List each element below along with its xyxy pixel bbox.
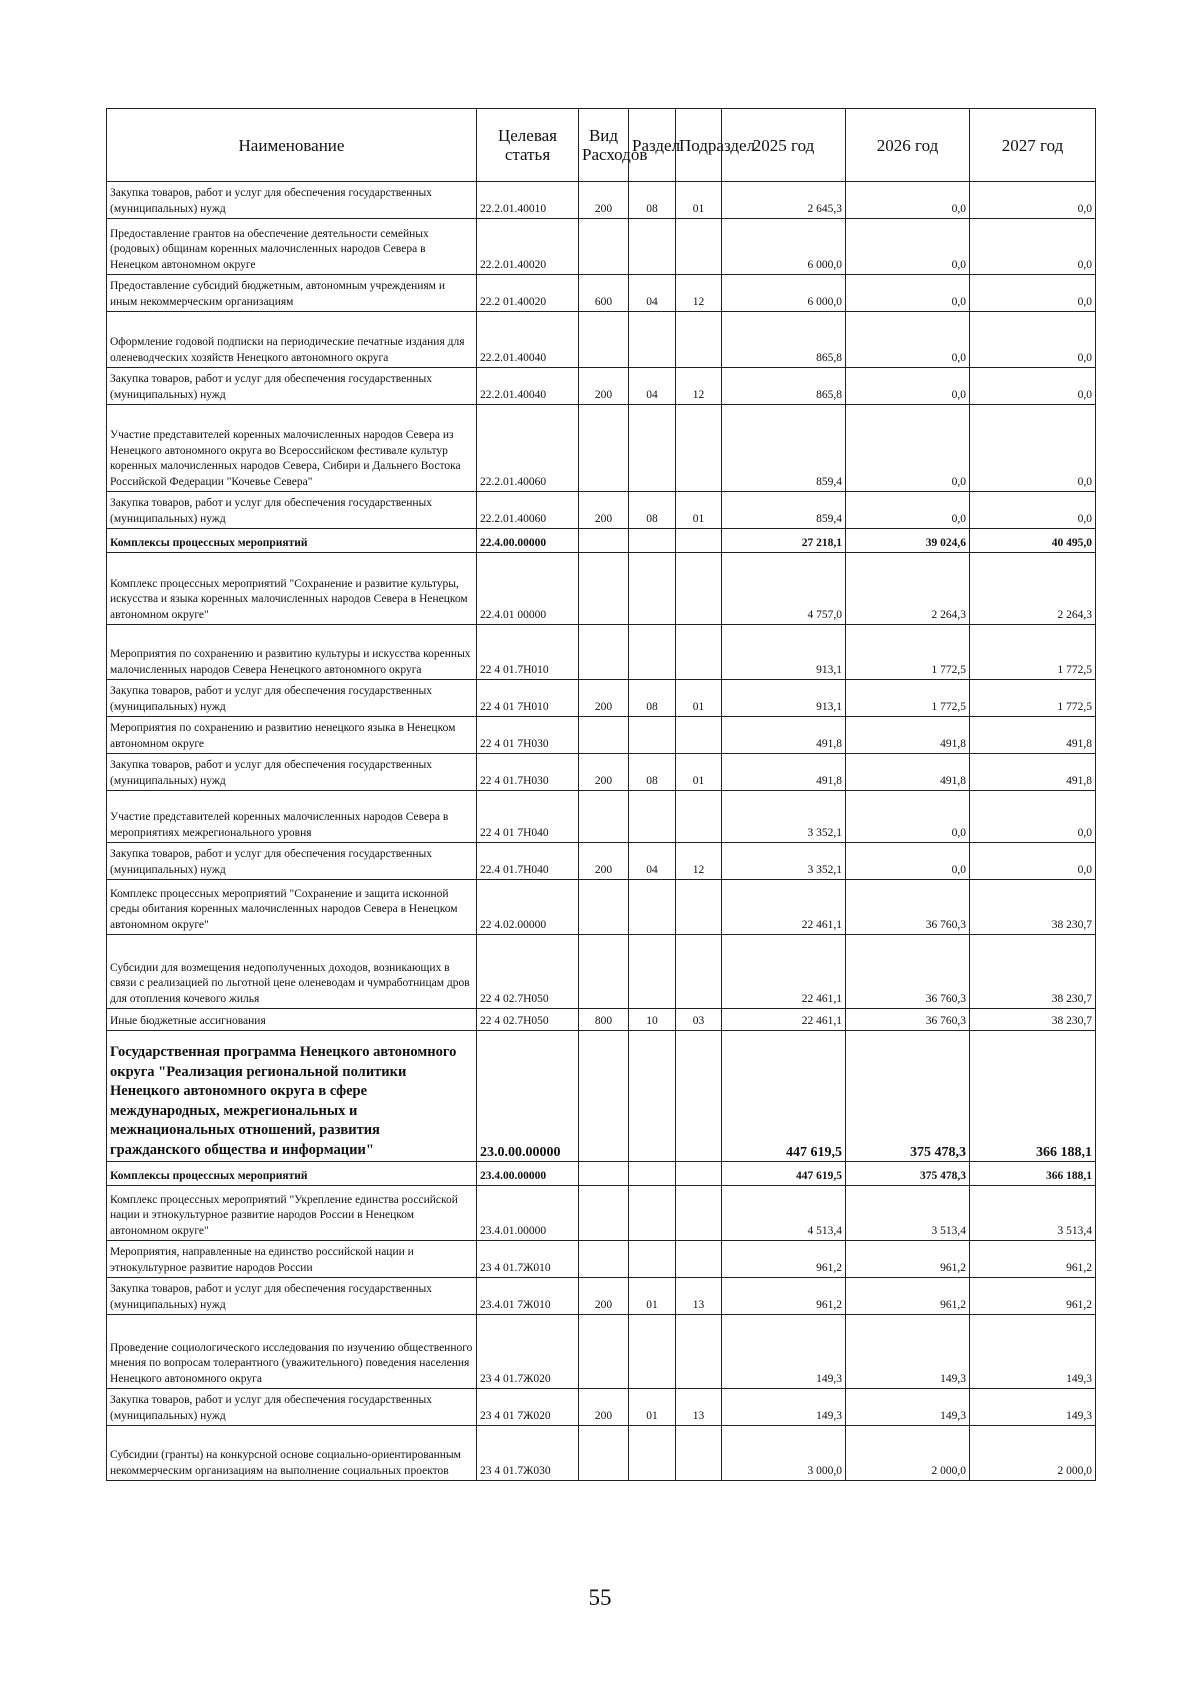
row-section bbox=[629, 529, 676, 553]
row-value-2027: 0,0 bbox=[970, 843, 1096, 880]
row-section bbox=[629, 1241, 676, 1278]
row-name: Комплексы процессных мероприятий bbox=[107, 1162, 477, 1186]
row-section: 08 bbox=[629, 182, 676, 219]
row-value-2026: 375 478,3 bbox=[846, 1031, 970, 1162]
row-expense-kind: 200 bbox=[579, 680, 629, 717]
row-section bbox=[629, 625, 676, 680]
row-value-2026: 0,0 bbox=[846, 368, 970, 405]
row-subsection bbox=[676, 1162, 722, 1186]
row-value-2025: 961,2 bbox=[722, 1241, 846, 1278]
row-value-2027: 0,0 bbox=[970, 368, 1096, 405]
row-value-2026: 0,0 bbox=[846, 843, 970, 880]
row-target-code: 22 4 01 7Н010 bbox=[477, 680, 579, 717]
row-subsection bbox=[676, 405, 722, 492]
table-row bbox=[107, 1315, 1096, 1389]
row-value-2027: 0,0 bbox=[970, 275, 1096, 312]
row-target-code: 23.4.00.00000 bbox=[477, 1162, 579, 1186]
table-row bbox=[107, 1426, 1096, 1481]
row-target-code: 23 4 01 7Ж020 bbox=[477, 1389, 579, 1426]
row-subsection: 01 bbox=[676, 680, 722, 717]
row-section bbox=[629, 1162, 676, 1186]
row-subsection bbox=[676, 625, 722, 680]
row-expense-kind bbox=[579, 791, 629, 843]
row-value-2027: 149,3 bbox=[970, 1315, 1096, 1389]
table-body bbox=[107, 182, 1096, 1481]
row-target-code: 23 4 01.7Ж030 bbox=[477, 1426, 579, 1481]
row-subsection bbox=[676, 791, 722, 843]
row-value-2027: 0,0 bbox=[970, 182, 1096, 219]
row-expense-kind: 200 bbox=[579, 182, 629, 219]
row-section bbox=[629, 717, 676, 754]
row-name: Мероприятия по сохранению и развитию ненецкого языка в Ненецком автономном округе bbox=[107, 717, 477, 754]
row-value-2026: 36 760,3 bbox=[846, 935, 970, 1009]
table-row bbox=[107, 1241, 1096, 1278]
row-value-2027: 0,0 bbox=[970, 791, 1096, 843]
row-section: 01 bbox=[629, 1278, 676, 1315]
table-row bbox=[107, 1389, 1096, 1426]
row-value-2026: 375 478,3 bbox=[846, 1162, 970, 1186]
table-row bbox=[107, 275, 1096, 312]
row-value-2026: 491,8 bbox=[846, 717, 970, 754]
row-section bbox=[629, 1186, 676, 1241]
row-section bbox=[629, 553, 676, 625]
row-subsection: 03 bbox=[676, 1009, 722, 1031]
row-name: Субсидии для возмещения недополученных доходов, возникающих в связи с реализацией по льготной цене оленеводам и чумработницам дров для отопления кочевого жилья bbox=[107, 935, 477, 1009]
row-target-code: 23.4.01.00000 bbox=[477, 1186, 579, 1241]
row-value-2025: 491,8 bbox=[722, 717, 846, 754]
row-section: 08 bbox=[629, 680, 676, 717]
row-subsection: 13 bbox=[676, 1389, 722, 1426]
row-value-2025: 27 218,1 bbox=[722, 529, 846, 553]
row-subsection bbox=[676, 1031, 722, 1162]
row-value-2027: 149,3 bbox=[970, 1389, 1096, 1426]
header-kind: Вид Расходов bbox=[579, 109, 629, 182]
row-name: Предоставление субсидий бюджетным, автономным учреждениям и иным некоммерческим организациям bbox=[107, 275, 477, 312]
row-value-2025: 961,2 bbox=[722, 1278, 846, 1315]
row-expense-kind: 200 bbox=[579, 492, 629, 529]
row-value-2026: 2 000,0 bbox=[846, 1426, 970, 1481]
row-value-2027: 40 495,0 bbox=[970, 529, 1096, 553]
row-expense-kind bbox=[579, 1162, 629, 1186]
row-value-2025: 22 461,1 bbox=[722, 1009, 846, 1031]
row-target-code: 22.2.01.40060 bbox=[477, 492, 579, 529]
row-value-2026: 39 024,6 bbox=[846, 529, 970, 553]
row-subsection: 01 bbox=[676, 492, 722, 529]
row-subsection bbox=[676, 1315, 722, 1389]
row-target-code: 22.2.01.40020 bbox=[477, 219, 579, 275]
row-value-2025: 865,8 bbox=[722, 368, 846, 405]
table-row bbox=[107, 553, 1096, 625]
row-subsection bbox=[676, 219, 722, 275]
header-section: Раздел bbox=[629, 109, 676, 182]
row-subsection: 01 bbox=[676, 182, 722, 219]
row-value-2026: 36 760,3 bbox=[846, 1009, 970, 1031]
row-subsection bbox=[676, 312, 722, 368]
table-row bbox=[107, 529, 1096, 553]
table-row bbox=[107, 935, 1096, 1009]
row-value-2026: 961,2 bbox=[846, 1278, 970, 1315]
row-value-2026: 0,0 bbox=[846, 791, 970, 843]
row-name: Закупка товаров, работ и услуг для обеспечения государственных (муниципальных) нужд bbox=[107, 843, 477, 880]
row-value-2027: 38 230,7 bbox=[970, 1009, 1096, 1031]
row-name: Комплекс процессных мероприятий "Сохранение и защита исконной среды обитания коренных малочисленных народов Севера в Ненецком автономном округе" bbox=[107, 880, 477, 935]
row-value-2027: 366 188,1 bbox=[970, 1031, 1096, 1162]
row-value-2026: 0,0 bbox=[846, 219, 970, 275]
row-name: Субсидии (гранты) на конкурсной основе социально-ориентированным некоммерческим организациям на выполнение социальных проектов bbox=[107, 1426, 477, 1481]
row-target-code: 22.4.00.00000 bbox=[477, 529, 579, 553]
row-expense-kind: 200 bbox=[579, 843, 629, 880]
row-value-2026: 1 772,5 bbox=[846, 680, 970, 717]
table-row bbox=[107, 843, 1096, 880]
row-target-code: 22 4.02.00000 bbox=[477, 880, 579, 935]
row-name: Проведение социологического исследования по изучению общественного мнения по вопросам толерантного (уважительного) поведения населения Ненецкого автономного округа bbox=[107, 1315, 477, 1389]
row-section bbox=[629, 312, 676, 368]
row-value-2026: 961,2 bbox=[846, 1241, 970, 1278]
row-value-2025: 3 000,0 bbox=[722, 1426, 846, 1481]
row-value-2026: 491,8 bbox=[846, 754, 970, 791]
row-expense-kind bbox=[579, 880, 629, 935]
row-value-2027: 38 230,7 bbox=[970, 935, 1096, 1009]
row-name: Закупка товаров, работ и услуг для обеспечения государственных (муниципальных) нужд bbox=[107, 182, 477, 219]
row-target-code: 22.2.01.40040 bbox=[477, 368, 579, 405]
row-value-2025: 859,4 bbox=[722, 405, 846, 492]
table-header-row bbox=[107, 109, 1096, 182]
row-section: 10 bbox=[629, 1009, 676, 1031]
row-value-2027: 0,0 bbox=[970, 492, 1096, 529]
row-value-2025: 447 619,5 bbox=[722, 1031, 846, 1162]
row-expense-kind bbox=[579, 529, 629, 553]
table-row bbox=[107, 1162, 1096, 1186]
row-value-2025: 4 757,0 bbox=[722, 553, 846, 625]
header-target: Целевая статья bbox=[477, 109, 579, 182]
page-number: 55 bbox=[588, 1585, 612, 1610]
row-name: Мероприятия по сохранению и развитию культуры и искусства коренных малочисленных народов Севера Ненецкого автономного округа bbox=[107, 625, 477, 680]
row-section bbox=[629, 1315, 676, 1389]
row-section: 08 bbox=[629, 492, 676, 529]
row-expense-kind bbox=[579, 1186, 629, 1241]
row-name: Участие представителей коренных малочисленных народов Севера в мероприятиях межрегионального уровня bbox=[107, 791, 477, 843]
row-subsection bbox=[676, 935, 722, 1009]
row-section bbox=[629, 791, 676, 843]
row-name: Мероприятия, направленные на единство российской нации и этнокультурное развитие народов России bbox=[107, 1241, 477, 1278]
row-section: 04 bbox=[629, 843, 676, 880]
table-row bbox=[107, 717, 1096, 754]
table-row bbox=[107, 368, 1096, 405]
row-target-code: 22.2.01.40060 bbox=[477, 405, 579, 492]
row-value-2027: 3 513,4 bbox=[970, 1186, 1096, 1241]
row-expense-kind bbox=[579, 1241, 629, 1278]
row-expense-kind: 200 bbox=[579, 368, 629, 405]
header-2026: 2026 год bbox=[846, 109, 970, 182]
row-value-2025: 865,8 bbox=[722, 312, 846, 368]
table-row bbox=[107, 405, 1096, 492]
table-row bbox=[107, 312, 1096, 368]
table-row bbox=[107, 791, 1096, 843]
row-value-2025: 2 645,3 bbox=[722, 182, 846, 219]
row-name: Закупка товаров, работ и услуг для обеспечения государственных (муниципальных) нужд bbox=[107, 492, 477, 529]
row-section: 01 bbox=[629, 1389, 676, 1426]
row-value-2026: 149,3 bbox=[846, 1315, 970, 1389]
row-value-2027: 0,0 bbox=[970, 405, 1096, 492]
row-name: Оформление годовой подписки на периодические печатные издания для оленеводческих хозяйств Ненецкого автономного округа bbox=[107, 312, 477, 368]
row-section: 04 bbox=[629, 275, 676, 312]
header-name: Наименование bbox=[107, 109, 477, 182]
table-row bbox=[107, 880, 1096, 935]
row-subsection bbox=[676, 553, 722, 625]
row-section bbox=[629, 935, 676, 1009]
row-value-2025: 149,3 bbox=[722, 1389, 846, 1426]
row-name: Комплекс процессных мероприятий "Укрепление единства российской нации и этнокультурное развитие народов России в Ненецком автономном округе" bbox=[107, 1186, 477, 1241]
row-target-code: 22 4 01 7Н040 bbox=[477, 791, 579, 843]
row-value-2027: 0,0 bbox=[970, 312, 1096, 368]
header-2025: 2025 год bbox=[722, 109, 846, 182]
row-target-code: 23.4.01 7Ж010 bbox=[477, 1278, 579, 1315]
table-row bbox=[107, 680, 1096, 717]
budget-table bbox=[106, 108, 1096, 1481]
row-section bbox=[629, 880, 676, 935]
row-value-2027: 2 264,3 bbox=[970, 553, 1096, 625]
row-value-2027: 961,2 bbox=[970, 1241, 1096, 1278]
row-subsection: 12 bbox=[676, 843, 722, 880]
row-value-2025: 913,1 bbox=[722, 625, 846, 680]
row-expense-kind bbox=[579, 1315, 629, 1389]
row-value-2025: 4 513,4 bbox=[722, 1186, 846, 1241]
row-subsection: 12 bbox=[676, 368, 722, 405]
row-value-2026: 0,0 bbox=[846, 492, 970, 529]
header-subsection: Подраздел bbox=[676, 109, 722, 182]
row-expense-kind bbox=[579, 625, 629, 680]
row-name: Комплексы процессных мероприятий bbox=[107, 529, 477, 553]
row-value-2026: 0,0 bbox=[846, 312, 970, 368]
row-name: Закупка товаров, работ и услуг для обеспечения государственных (муниципальных) нужд bbox=[107, 1389, 477, 1426]
row-value-2025: 22 461,1 bbox=[722, 935, 846, 1009]
row-value-2025: 3 352,1 bbox=[722, 843, 846, 880]
row-subsection bbox=[676, 717, 722, 754]
row-value-2027: 491,8 bbox=[970, 754, 1096, 791]
row-target-code: 22 4 01.7Н010 bbox=[477, 625, 579, 680]
row-expense-kind bbox=[579, 405, 629, 492]
row-expense-kind: 200 bbox=[579, 754, 629, 791]
row-target-code: 22.4.01 00000 bbox=[477, 553, 579, 625]
row-expense-kind: 800 bbox=[579, 1009, 629, 1031]
row-subsection bbox=[676, 1186, 722, 1241]
row-target-code: 22.2.01.40040 bbox=[477, 312, 579, 368]
row-name: Участие представителей коренных малочисленных народов Севера из Ненецкого автономного округа во Всероссийском фестивале культур коренных малочисленных народов Севера, Сибири и Дальнего Востока Российской Федерации "Кочевье Севера" bbox=[107, 405, 477, 492]
row-value-2026: 1 772,5 bbox=[846, 625, 970, 680]
row-subsection bbox=[676, 1426, 722, 1481]
row-name: Закупка товаров, работ и услуг для обеспечения государственных (муниципальных) нужд bbox=[107, 368, 477, 405]
row-value-2026: 3 513,4 bbox=[846, 1186, 970, 1241]
row-target-code: 22 4 01 7Н030 bbox=[477, 717, 579, 754]
row-subsection: 01 bbox=[676, 754, 722, 791]
table-row bbox=[107, 219, 1096, 275]
row-expense-kind: 600 bbox=[579, 275, 629, 312]
row-subsection bbox=[676, 1241, 722, 1278]
row-expense-kind bbox=[579, 1031, 629, 1162]
row-name: Предоставление грантов на обеспечение деятельности семейных (родовых) общинам коренных малочисленных народов Севера в Ненецком автономном округе bbox=[107, 219, 477, 275]
row-subsection: 12 bbox=[676, 275, 722, 312]
row-value-2027: 1 772,5 bbox=[970, 625, 1096, 680]
table-row bbox=[107, 754, 1096, 791]
row-value-2026: 149,3 bbox=[846, 1389, 970, 1426]
row-expense-kind: 200 bbox=[579, 1389, 629, 1426]
row-name: Комплекс процессных мероприятий "Сохранение и развитие культуры, искусства и языка коренных малочисленных народов Севера в Ненецком автономном округе" bbox=[107, 553, 477, 625]
row-target-code: 22 4 02.7Н050 bbox=[477, 1009, 579, 1031]
row-target-code: 22.2.01.40010 bbox=[477, 182, 579, 219]
row-value-2027: 366 188,1 bbox=[970, 1162, 1096, 1186]
row-subsection bbox=[676, 880, 722, 935]
row-section bbox=[629, 1426, 676, 1481]
row-value-2027: 38 230,7 bbox=[970, 880, 1096, 935]
row-section bbox=[629, 1031, 676, 1162]
row-value-2026: 36 760,3 bbox=[846, 880, 970, 935]
row-value-2025: 491,8 bbox=[722, 754, 846, 791]
row-value-2027: 1 772,5 bbox=[970, 680, 1096, 717]
row-value-2027: 0,0 bbox=[970, 219, 1096, 275]
row-name: Закупка товаров, работ и услуг для обеспечения государственных (муниципальных) нужд bbox=[107, 754, 477, 791]
row-expense-kind bbox=[579, 935, 629, 1009]
row-name: Иные бюджетные ассигнования bbox=[107, 1009, 477, 1031]
table-row bbox=[107, 492, 1096, 529]
row-target-code: 22.4 01.7Н040 bbox=[477, 843, 579, 880]
table-row bbox=[107, 1009, 1096, 1031]
row-value-2025: 6 000,0 bbox=[722, 275, 846, 312]
row-target-code: 22 4 01.7Н030 bbox=[477, 754, 579, 791]
row-expense-kind bbox=[579, 219, 629, 275]
row-target-code: 23 4 01.7Ж020 bbox=[477, 1315, 579, 1389]
table-row bbox=[107, 1278, 1096, 1315]
row-section: 08 bbox=[629, 754, 676, 791]
row-expense-kind: 200 bbox=[579, 1278, 629, 1315]
row-target-code: 23.0.00.00000 bbox=[477, 1031, 579, 1162]
row-value-2026: 0,0 bbox=[846, 275, 970, 312]
row-expense-kind bbox=[579, 717, 629, 754]
header-2027: 2027 год bbox=[970, 109, 1096, 182]
row-target-code: 23 4 01.7Ж010 bbox=[477, 1241, 579, 1278]
row-value-2025: 913,1 bbox=[722, 680, 846, 717]
row-expense-kind bbox=[579, 1426, 629, 1481]
row-name: Закупка товаров, работ и услуг для обеспечения государственных (муниципальных) нужд bbox=[107, 1278, 477, 1315]
row-name: Закупка товаров, работ и услуг для обеспечения государственных (муниципальных) нужд bbox=[107, 680, 477, 717]
row-value-2027: 491,8 bbox=[970, 717, 1096, 754]
row-target-code: 22.2 01.40020 bbox=[477, 275, 579, 312]
row-section bbox=[629, 405, 676, 492]
row-subsection bbox=[676, 529, 722, 553]
row-expense-kind bbox=[579, 553, 629, 625]
table-row bbox=[107, 625, 1096, 680]
row-value-2026: 2 264,3 bbox=[846, 553, 970, 625]
row-value-2026: 0,0 bbox=[846, 182, 970, 219]
table-row bbox=[107, 1186, 1096, 1241]
table-row bbox=[107, 182, 1096, 219]
row-value-2027: 961,2 bbox=[970, 1278, 1096, 1315]
row-section bbox=[629, 219, 676, 275]
row-value-2025: 22 461,1 bbox=[722, 880, 846, 935]
row-value-2025: 3 352,1 bbox=[722, 791, 846, 843]
row-value-2027: 2 000,0 bbox=[970, 1426, 1096, 1481]
row-value-2025: 859,4 bbox=[722, 492, 846, 529]
row-value-2025: 447 619,5 bbox=[722, 1162, 846, 1186]
table-row bbox=[107, 1031, 1096, 1162]
row-value-2025: 6 000,0 bbox=[722, 219, 846, 275]
row-expense-kind bbox=[579, 312, 629, 368]
row-section: 04 bbox=[629, 368, 676, 405]
row-subsection: 13 bbox=[676, 1278, 722, 1315]
row-target-code: 22 4 02.7Н050 bbox=[477, 935, 579, 1009]
row-value-2026: 0,0 bbox=[846, 405, 970, 492]
row-value-2025: 149,3 bbox=[722, 1315, 846, 1389]
row-name: Государственная программа Ненецкого автономного округа "Реализация региональной политики Ненецкого автономного округа в сфере международных, межрегиональных и межнациональных отношений, развития гражданского общества и информации" bbox=[107, 1031, 477, 1162]
